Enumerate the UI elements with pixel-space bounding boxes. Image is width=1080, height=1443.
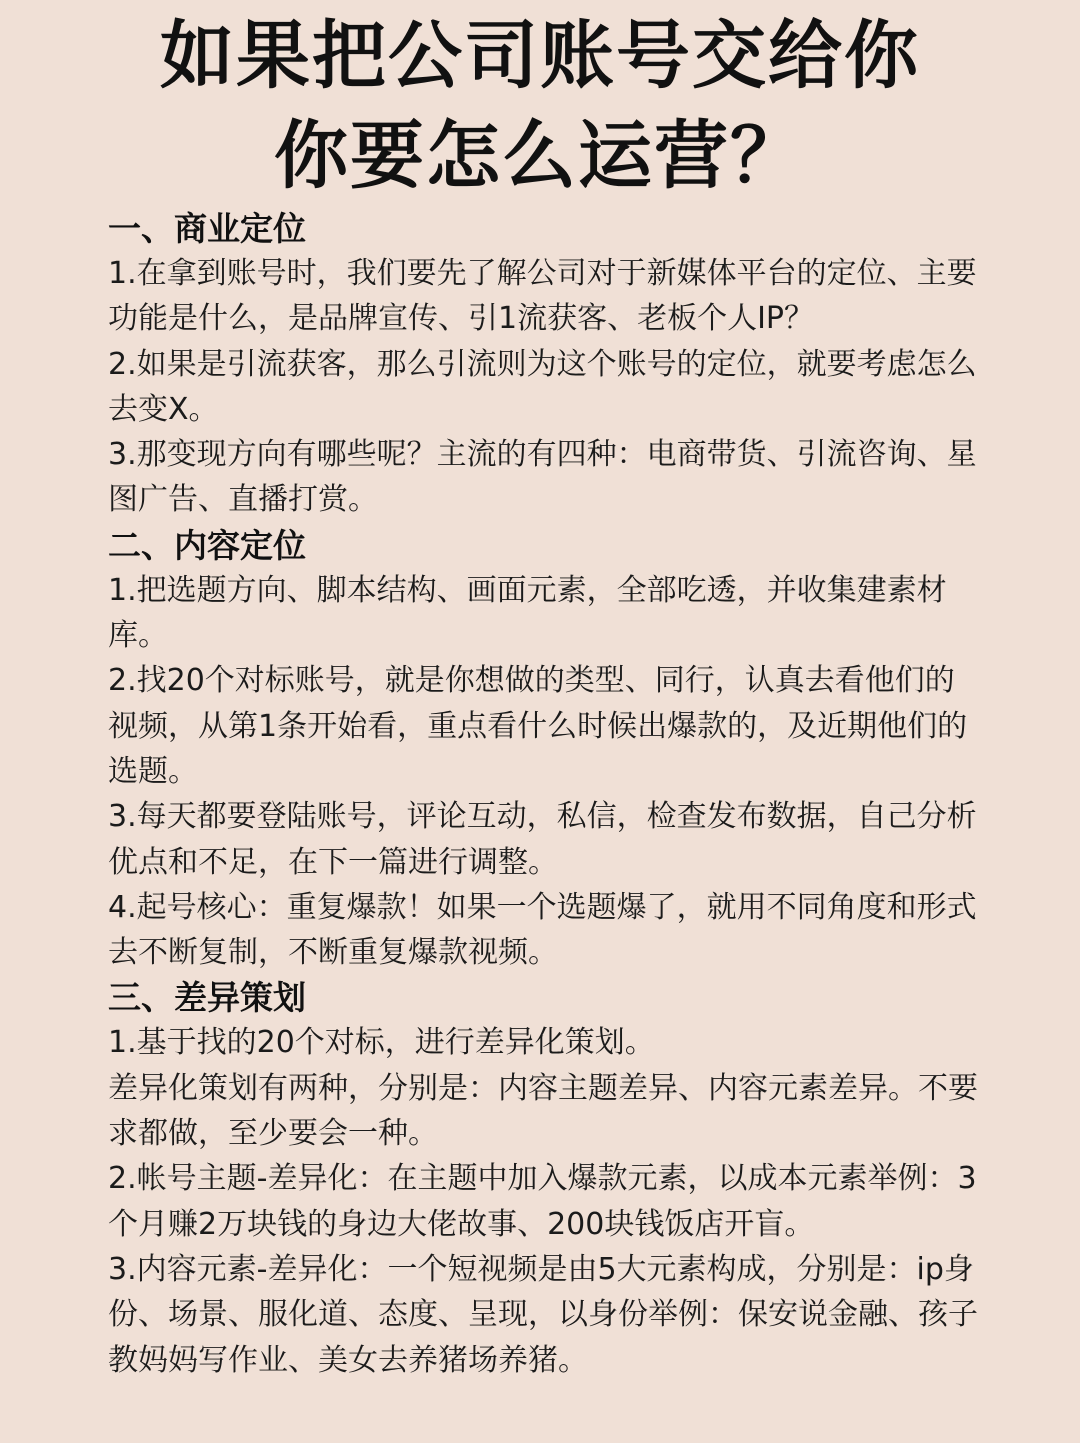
paragraph: 4.起号核心：重复爆款！如果一个选题爆了，就用不同角度和形式去不断复制，不断重复爆款视频。 xyxy=(108,889,977,971)
paragraph: 3.那变现方向有哪些呢？主流的有四种：电商带货、引流咨询、星图广告、直播打赏。 xyxy=(108,437,977,518)
section-heading: 三、差异策划 xyxy=(108,978,306,1018)
paragraph: 1.把选题方向、脚本结构、画面元素，全部吃透，并收集建素材库。 xyxy=(108,572,947,654)
page-title xyxy=(0,0,1080,206)
title-line-2: 你要怎么运营？ xyxy=(274,113,806,199)
section-heading: 一、商业定位 xyxy=(108,209,306,248)
section-business-positioning xyxy=(108,206,978,523)
paragraph: 2.如果是引流获客，那么引流则为这个账号的定位，就要考虑怎么去变X。 xyxy=(108,346,977,427)
paragraph: 2.找20个对标账号，就是你想做的类型、同行，认真去看他们的视频，从第1条开始看，重点看什么时候出爆款的，及近期他们的选题。 xyxy=(108,663,968,789)
paragraph: 2.帐号主题-差异化：在主题中加入爆款元素，以成本元素举例：3个月赚2万块钱的身边大佬故事、200块钱饭店开盲。 xyxy=(108,1161,977,1242)
section-differentiation xyxy=(108,975,978,1382)
paragraph: 1.在拿到账号时，我们要先了解公司对于新媒体平台的定位、主要功能是什么，是品牌宣传、引1流获客、老板个人IP？ xyxy=(108,256,977,337)
paragraph: 3.内容元素-差异化：一个短视频是由5大元素构成，分别是：ip身份、场景、服化道、态度、呈现，以身份举例：保安说金融、孩子教妈妈写作业、美女去养猪场养猪。 xyxy=(108,1251,978,1378)
paragraph: 差异化策划有两种，分别是：内容主题差异、内容元素差异。不要求都做，至少要会一种。 xyxy=(108,1070,978,1152)
section-heading: 二、内容定位 xyxy=(108,525,306,565)
title-line-1: 如果把公司账号交给你 xyxy=(160,13,920,99)
paragraph: 3.每天都要登陆账号，评论互动，私信，检查发布数据，自己分析优点和不足，在下一篇进行调整。 xyxy=(108,799,977,880)
article-body xyxy=(108,206,978,1383)
section-content-positioning xyxy=(108,523,978,976)
paragraph: 1.基于找的20个对标，进行差异化策划。 xyxy=(108,1025,655,1061)
